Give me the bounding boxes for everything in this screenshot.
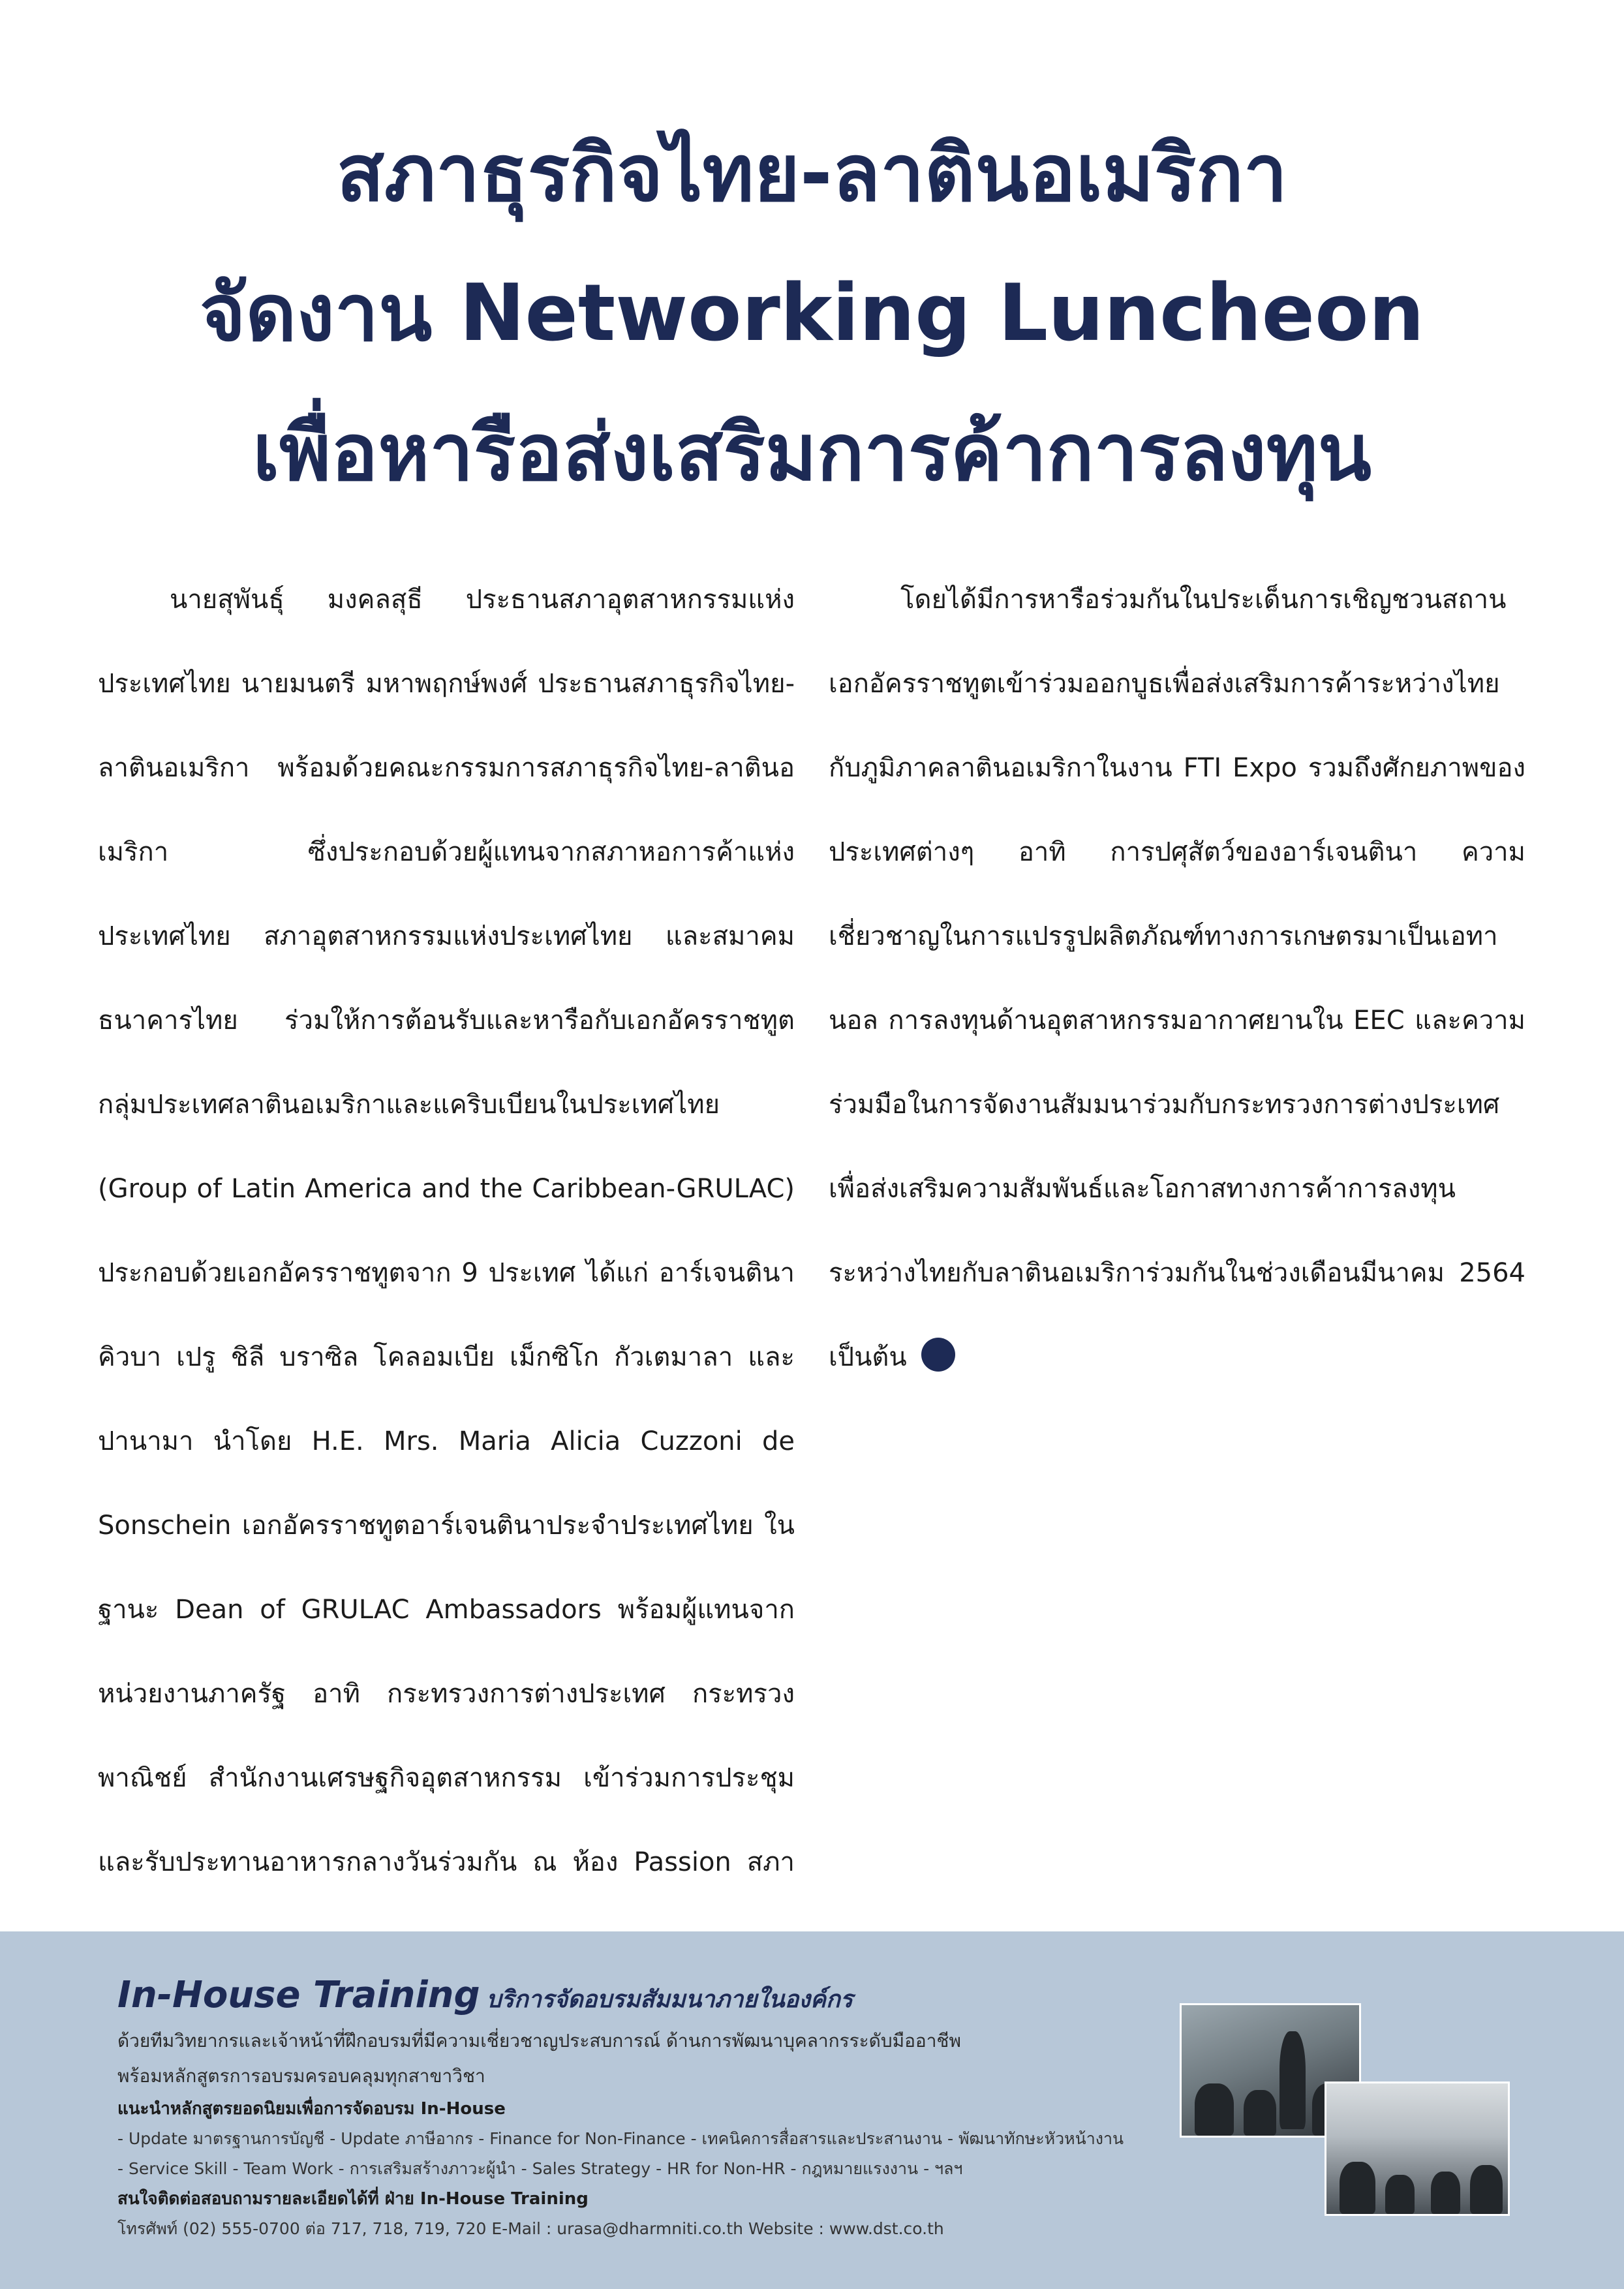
banner-desc-2: พร้อมหลักสูตรการอบรมครอบคลุมทุกสาขาวิชา	[117, 2065, 485, 2087]
in-house-training-banner	[0, 1931, 1624, 2289]
headline-line-2: จัดงาน Networking Luncheon	[200, 268, 1424, 359]
headline	[0, 104, 1624, 523]
headline-line-3: เพื่อหารือส่งเสริมการค้าการลงทุน	[253, 408, 1371, 499]
fti-logo-mark-icon	[921, 1338, 955, 1372]
courses-line-1: - Update มาตรฐานการบัญชี - Update ภาษีอากร - Finance for Non-Finance - เทคนิคการสื่อสารและประสานงาน - พัฒนาทักษะหัวหน้างาน	[117, 2129, 1124, 2148]
article-column-right	[829, 558, 1525, 1400]
article-paragraph-right-text: โดยได้มีการหารือร่วมกันในประเด็นการเชิญชวนสถานเอกอัครราชทูตเข้าร่วมออกบูธเพื่อส่งเสริมการค้าระหว่างไทยกับภูมิภาคลาตินอเมริกาในงาน FTI Expo รวมถึงศักยภาพของประเทศต่างๆ อาทิ การปศุสัตว์ของอาร์เจนตินา ความเชี่ยวชาญในการแปรรูปผลิตภัณฑ์ทางการเกษตรมาเป็นเอทานอล การลงทุนด้านอุตสาหกรรมอากาศยานใน EEC และความร่วมมือในการจัดงานสัมมนาร่วมกับกระทรวงการต่างประเทศเพื่อส่งเสริมความสัมพันธ์และโอกาสทางการค้าการลงทุนระหว่างไทยกับลาตินอเมริการ่วมกันในช่วงเดือนมีนาคม 2564 เป็นต้น	[829, 585, 1525, 1372]
article-column-left	[98, 558, 795, 1989]
contact-heading: สนใจติดต่อสอบถามรายละเอียดได้ที่ ฝ่าย In-House Training	[117, 2189, 589, 2209]
banner-text	[117, 1972, 1187, 2244]
courses-line-2: - Service Skill - Team Work - การเสริมสร้างภาวะผู้นำ - Sales Strategy - HR for Non-HR - กฎหมายแรงงาน - ฯลฯ	[117, 2159, 963, 2178]
banner-brand: In-House Training	[117, 1974, 480, 2016]
article-paragraph-right	[829, 558, 1525, 1400]
banner-brand-sub: บริการจัดอบรมสัมมนาภายในองค์กร	[486, 1986, 853, 2013]
banner-heading	[117, 1972, 1187, 2023]
article-paragraph-left: นายสุพันธุ์ มงคลสุธี ประธานสภาอุตสาหกรรมแห่งประเทศไทย นายมนตรี มหาพฤกษ์พงศ์ ประธานสภาธุรกิจไทย-ลาตินอเมริกา พร้อมด้วยคณะกรรมการสภาธุรกิจไทย-ลาตินอเมริกา ซึ่งประกอบด้วยผู้แทนจากสภาหอการค้าแห่งประเทศไทย สภาอุตสาหกรรมแห่งประเทศไทย และสมาคมธนาคารไทย ร่วมให้การต้อนรับและหารือกับเอกอัครราชทูตกลุ่มประเทศลาตินอเมริกาและแคริบเบียนในประเทศไทย (Group of Latin America and the Caribbean-GRULAC) ประกอบด้วยเอกอัครราชทูตจาก 9 ประเทศ ได้แก่ อาร์เจนตินา คิวบา เปรู ชิลี บราซิล โคลอมเบีย เม็กซิโก กัวเตมาลา และปานามา นำโดย H.E. Mrs. Maria Alicia Cuzzoni de Sonschein เอกอัครราชทูตอาร์เจนตินาประจำประเทศไทย ในฐานะ Dean of GRULAC Ambassadors พร้อมผู้แทนจากหน่วยงานภาครัฐ อาทิ กระทรวงการต่างประเทศ กระทรวงพาณิชย์ สำนักงานเศรษฐกิจอุตสาหกรรม เข้าร่วมการประชุมและรับประทานอาหารกลางวันร่วมกัน ณ ห้อง Passion สภา	[98, 585, 795, 1877]
contact-line: โทรศัพท์ (02) 555-0700 ต่อ 717, 718, 719, 720 E-Mail : urasa@dharmniti.co.th Website : www.dst.co.th	[117, 2219, 944, 2238]
headline-line-1: สภาธุรกิจไทย-ลาตินอเมริกา	[336, 129, 1288, 219]
training-photo-2	[1325, 2082, 1510, 2216]
banner-desc-1: ด้วยทีมวิทยากรและเจ้าหน้าที่ฝึกอบรมที่มีความเชี่ยวชาญประสบการณ์ ด้านการพัฒนาบุคลากรระดับมืออาชีพ	[117, 2030, 961, 2051]
courses-heading: แนะนำหลักสูตรยอดนิยมเพื่อการจัดอบรม In-House	[117, 2099, 506, 2119]
